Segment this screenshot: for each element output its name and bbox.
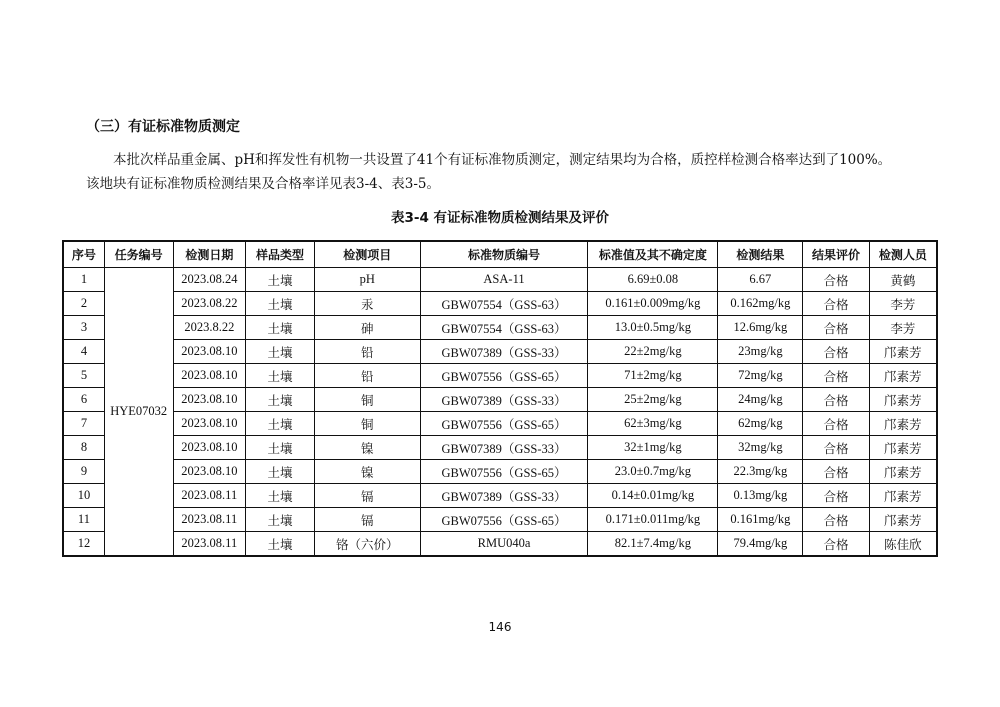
cell-result: 22.3mg/kg bbox=[718, 460, 803, 484]
cell-date: 2023.08.10 bbox=[173, 436, 246, 460]
cell-sample-type: 土壤 bbox=[246, 388, 315, 412]
header-item: 检测项目 bbox=[314, 241, 420, 268]
page-number: 146 bbox=[488, 620, 512, 634]
cell-item: 铜 bbox=[314, 412, 420, 436]
cell-sample-type: 土壤 bbox=[246, 532, 315, 557]
table-body bbox=[63, 268, 937, 557]
table-row bbox=[63, 364, 937, 388]
cell-result: 6.67 bbox=[718, 268, 803, 292]
cell-item: 汞 bbox=[314, 292, 420, 316]
cell-evaluation: 合格 bbox=[803, 436, 870, 460]
cell-evaluation: 合格 bbox=[803, 412, 870, 436]
cell-seq: 2 bbox=[63, 292, 104, 316]
cell-seq: 10 bbox=[63, 484, 104, 508]
cell-evaluation: 合格 bbox=[803, 364, 870, 388]
cell-result: 0.162mg/kg bbox=[718, 292, 803, 316]
table-row bbox=[63, 268, 937, 292]
cell-sample-type: 土壤 bbox=[246, 484, 315, 508]
header-task: 任务编号 bbox=[104, 241, 173, 268]
cell-result: 24mg/kg bbox=[718, 388, 803, 412]
cell-std-value: 23.0±0.7mg/kg bbox=[588, 460, 718, 484]
cell-seq: 12 bbox=[63, 532, 104, 557]
cell-ref-id: GBW07389（GSS-33） bbox=[420, 340, 588, 364]
body-paragraph bbox=[86, 148, 946, 196]
table-row bbox=[63, 508, 937, 532]
table-row bbox=[63, 484, 937, 508]
cell-date: 2023.08.11 bbox=[173, 484, 246, 508]
cell-std-value: 0.14±0.01mg/kg bbox=[588, 484, 718, 508]
cell-std-value: 25±2mg/kg bbox=[588, 388, 718, 412]
cell-sample-type: 土壤 bbox=[246, 292, 315, 316]
cell-ref-id: RMU040a bbox=[420, 532, 588, 557]
cell-seq: 5 bbox=[63, 364, 104, 388]
cell-inspector: 邝素芳 bbox=[869, 412, 937, 436]
cell-result: 12.6mg/kg bbox=[718, 316, 803, 340]
cell-item: 镍 bbox=[314, 460, 420, 484]
cell-inspector: 邝素芳 bbox=[869, 364, 937, 388]
cell-date: 2023.08.10 bbox=[173, 412, 246, 436]
cell-evaluation: 合格 bbox=[803, 316, 870, 340]
cell-seq: 6 bbox=[63, 388, 104, 412]
cell-inspector: 邝素芳 bbox=[869, 436, 937, 460]
header-std-value: 标准值及其不确定度 bbox=[588, 241, 718, 268]
cell-seq: 11 bbox=[63, 508, 104, 532]
cell-result: 32mg/kg bbox=[718, 436, 803, 460]
cell-seq: 1 bbox=[63, 268, 104, 292]
header-date: 检测日期 bbox=[173, 241, 246, 268]
cell-std-value: 0.171±0.011mg/kg bbox=[588, 508, 718, 532]
cell-std-value: 71±2mg/kg bbox=[588, 364, 718, 388]
cell-result: 0.13mg/kg bbox=[718, 484, 803, 508]
cell-sample-type: 土壤 bbox=[246, 340, 315, 364]
header-seq: 序号 bbox=[63, 241, 104, 268]
cell-ref-id: GBW07389（GSS-33） bbox=[420, 388, 588, 412]
header-sample-type: 样品类型 bbox=[246, 241, 315, 268]
table-row bbox=[63, 436, 937, 460]
cell-ref-id: GBW07389（GSS-33） bbox=[420, 484, 588, 508]
cell-std-value: 32±1mg/kg bbox=[588, 436, 718, 460]
cell-result: 62mg/kg bbox=[718, 412, 803, 436]
table-row bbox=[63, 292, 937, 316]
cell-ref-id: GBW07556（GSS-65） bbox=[420, 460, 588, 484]
cell-result: 72mg/kg bbox=[718, 364, 803, 388]
cell-item: 镍 bbox=[314, 436, 420, 460]
cell-std-value: 13.0±0.5mg/kg bbox=[588, 316, 718, 340]
cell-evaluation: 合格 bbox=[803, 292, 870, 316]
cell-date: 2023.08.10 bbox=[173, 340, 246, 364]
cell-date: 2023.08.24 bbox=[173, 268, 246, 292]
cell-std-value: 6.69±0.08 bbox=[588, 268, 718, 292]
cell-ref-id: GBW07556（GSS-65） bbox=[420, 508, 588, 532]
cell-item: 铅 bbox=[314, 340, 420, 364]
cell-evaluation: 合格 bbox=[803, 532, 870, 557]
cell-date: 2023.08.11 bbox=[173, 508, 246, 532]
cell-sample-type: 土壤 bbox=[246, 412, 315, 436]
cell-date: 2023.08.11 bbox=[173, 532, 246, 557]
cell-evaluation: 合格 bbox=[803, 484, 870, 508]
header-ref-id: 标准物质编号 bbox=[420, 241, 588, 268]
cell-item: 铅 bbox=[314, 364, 420, 388]
cell-std-value: 82.1±7.4mg/kg bbox=[588, 532, 718, 557]
cell-seq: 4 bbox=[63, 340, 104, 364]
cell-date: 2023.8.22 bbox=[173, 316, 246, 340]
cell-date: 2023.08.22 bbox=[173, 292, 246, 316]
cell-std-value: 0.161±0.009mg/kg bbox=[588, 292, 718, 316]
cell-evaluation: 合格 bbox=[803, 340, 870, 364]
cell-evaluation: 合格 bbox=[803, 460, 870, 484]
cell-seq: 3 bbox=[63, 316, 104, 340]
table-row bbox=[63, 460, 937, 484]
header-inspector: 检测人员 bbox=[869, 241, 937, 268]
cell-inspector: 邝素芳 bbox=[869, 340, 937, 364]
paragraph-line-2: 该地块有证标准物质检测结果及合格率详见表3-4、表3-5。 bbox=[86, 176, 440, 192]
cell-sample-type: 土壤 bbox=[246, 316, 315, 340]
table-header-row bbox=[63, 241, 937, 268]
cell-date: 2023.08.10 bbox=[173, 388, 246, 412]
cell-inspector: 李芳 bbox=[869, 316, 937, 340]
cell-inspector: 邝素芳 bbox=[869, 460, 937, 484]
cell-inspector: 邝素芳 bbox=[869, 508, 937, 532]
cell-sample-type: 土壤 bbox=[246, 436, 315, 460]
cell-ref-id: GBW07389（GSS-33） bbox=[420, 436, 588, 460]
cell-sample-type: 土壤 bbox=[246, 508, 315, 532]
cell-inspector: 黄鹤 bbox=[869, 268, 937, 292]
cell-item: 镉 bbox=[314, 484, 420, 508]
table-row bbox=[63, 316, 937, 340]
cell-seq: 9 bbox=[63, 460, 104, 484]
header-result: 检测结果 bbox=[718, 241, 803, 268]
cell-std-value: 62±3mg/kg bbox=[588, 412, 718, 436]
cell-item: 镉 bbox=[314, 508, 420, 532]
cell-result: 23mg/kg bbox=[718, 340, 803, 364]
cell-result: 0.161mg/kg bbox=[718, 508, 803, 532]
table-row bbox=[63, 388, 937, 412]
table-row bbox=[63, 532, 937, 557]
paragraph-line-1: 本批次样品重金属、pH和挥发性有机物一共设置了41个有证标准物质测定，测定结果均为合格，质控样检测合格率达到了100%。 bbox=[113, 152, 892, 168]
cell-sample-type: 土壤 bbox=[246, 364, 315, 388]
cell-inspector: 陈佳欣 bbox=[869, 532, 937, 557]
cell-inspector: 邝素芳 bbox=[869, 388, 937, 412]
cell-evaluation: 合格 bbox=[803, 508, 870, 532]
cell-task-id: HYE07032 bbox=[104, 268, 173, 557]
cell-item: 铜 bbox=[314, 388, 420, 412]
cell-item: 铬（六价） bbox=[314, 532, 420, 557]
section-heading: （三）有证标准物质测定 bbox=[86, 119, 240, 135]
cell-date: 2023.08.10 bbox=[173, 364, 246, 388]
cell-ref-id: GBW07554（GSS-63） bbox=[420, 316, 588, 340]
cell-evaluation: 合格 bbox=[803, 388, 870, 412]
cell-item: pH bbox=[314, 268, 420, 292]
cell-seq: 7 bbox=[63, 412, 104, 436]
cell-item: 砷 bbox=[314, 316, 420, 340]
cell-ref-id: GBW07556（GSS-65） bbox=[420, 412, 588, 436]
cell-ref-id: ASA-11 bbox=[420, 268, 588, 292]
cell-ref-id: GBW07556（GSS-65） bbox=[420, 364, 588, 388]
table-row bbox=[63, 340, 937, 364]
cell-sample-type: 土壤 bbox=[246, 460, 315, 484]
cell-inspector: 李芳 bbox=[869, 292, 937, 316]
cell-evaluation: 合格 bbox=[803, 268, 870, 292]
cell-sample-type: 土壤 bbox=[246, 268, 315, 292]
cell-seq: 8 bbox=[63, 436, 104, 460]
table-caption: 表3-4 有证标准物质检测结果及评价 bbox=[390, 210, 610, 226]
cell-result: 79.4mg/kg bbox=[718, 532, 803, 557]
cell-date: 2023.08.10 bbox=[173, 460, 246, 484]
header-evaluation: 结果评价 bbox=[803, 241, 870, 268]
cell-ref-id: GBW07554（GSS-63） bbox=[420, 292, 588, 316]
cell-inspector: 邝素芳 bbox=[869, 484, 937, 508]
cell-std-value: 22±2mg/kg bbox=[588, 340, 718, 364]
results-table bbox=[62, 240, 938, 557]
table-row bbox=[63, 412, 937, 436]
